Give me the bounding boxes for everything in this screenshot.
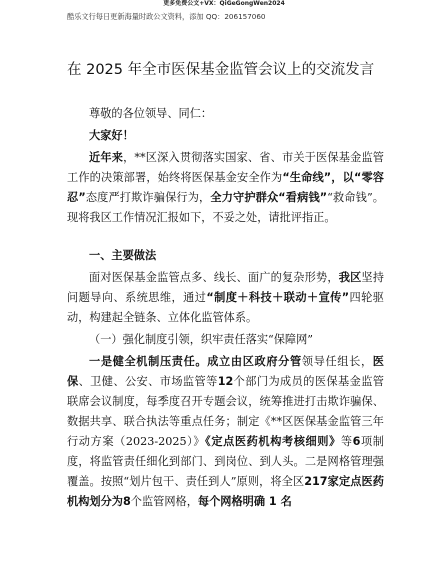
source-note: 酷乐文行每日更新海量时政公文资料，添加 QQ：206157060 [67, 12, 266, 21]
mech-bold-5: 6 [352, 435, 361, 448]
mech-text-3: 个部门为成员的医保基金监管联席会议制度，每季度召开专题会议，统筹推进打击欺诈骗保、数据共享、联合执法等重点任务；制定《**区医保基金监管三年行动方案（2023-2025）》 [67, 375, 384, 448]
greeting: 大家好！ [89, 129, 134, 142]
mech-text-2: 、卫健、公安、市场监管等 [78, 375, 218, 388]
intro-text-1: ，**区深入贯彻落实国家、省、市关于医保基金监管工作的决策部署，始终将医保基金安全作为 [67, 151, 384, 184]
mech-text-4: 等 [340, 435, 353, 448]
intro-text-3: “救命钱”。现将我区工作情况汇报如下，不妥之处，请批评指正。 [67, 191, 384, 224]
intro-paragraph [67, 148, 384, 228]
mech-text-1: 领导任组长， [301, 355, 373, 368]
page-title: 在 2025 年全市医保基金监管会议上的交流发言 [67, 62, 375, 78]
mech-bold-7: 家定点医药机构划分为 [67, 475, 384, 508]
section-heading-1: 一、主要做法 [89, 249, 157, 262]
mech-bold-2: 医保 [67, 355, 384, 388]
mech-bold-4: 《定点医药机构考核细则》 [205, 435, 341, 448]
mech-bold-6: 217 [304, 475, 328, 488]
mech-text-5: 项制度，将监管责任细化到部门、到岗位、到人头。二是网格管理强覆盖。按照“划片包干、责任到人”原则，将全区 [67, 435, 384, 488]
mech-bold-3: 12 [217, 375, 234, 388]
intro-text-2: 态度严打欺诈骗保行为， [85, 191, 211, 204]
mech-bold-1: 一是健全机制压责任。成立由区政府分管 [89, 355, 302, 368]
intro-bold-1: “生命线”，以“零容忍” [67, 171, 384, 204]
methods-text-1: 面对医保基金监管点多、线长、面广的复杂形势， [89, 271, 339, 284]
promo-banner: 更多免费公文+VX：QiGeGongWen2024 [163, 0, 285, 7]
methods-paragraph [67, 268, 384, 328]
subsection-heading-1: （一）强化制度引领，织牢责任落实“保障网” [89, 333, 314, 346]
methods-bold-1: 我区 [338, 271, 362, 284]
intro-lead: 近年来 [89, 151, 124, 164]
mech-bold-8: 8 [122, 495, 131, 508]
salutation: 尊敬的各位领导、同仁： [89, 107, 213, 120]
mech-bold-9: 每个网格明确 1 名 [197, 495, 292, 508]
mech-text-6: 个监管网格， [130, 495, 198, 508]
methods-text-3: 四轮驱动，构建起全链条、立体化监管体系。 [67, 291, 384, 324]
intro-bold-2: 全力守护群众“看病钱” [210, 191, 328, 204]
methods-bold-2: “制度＋科技＋联动＋宣传” [206, 291, 350, 304]
mechanism-paragraph [67, 352, 384, 532]
methods-text-2: 坚持问题导向、系统思维，通过 [67, 271, 384, 304]
